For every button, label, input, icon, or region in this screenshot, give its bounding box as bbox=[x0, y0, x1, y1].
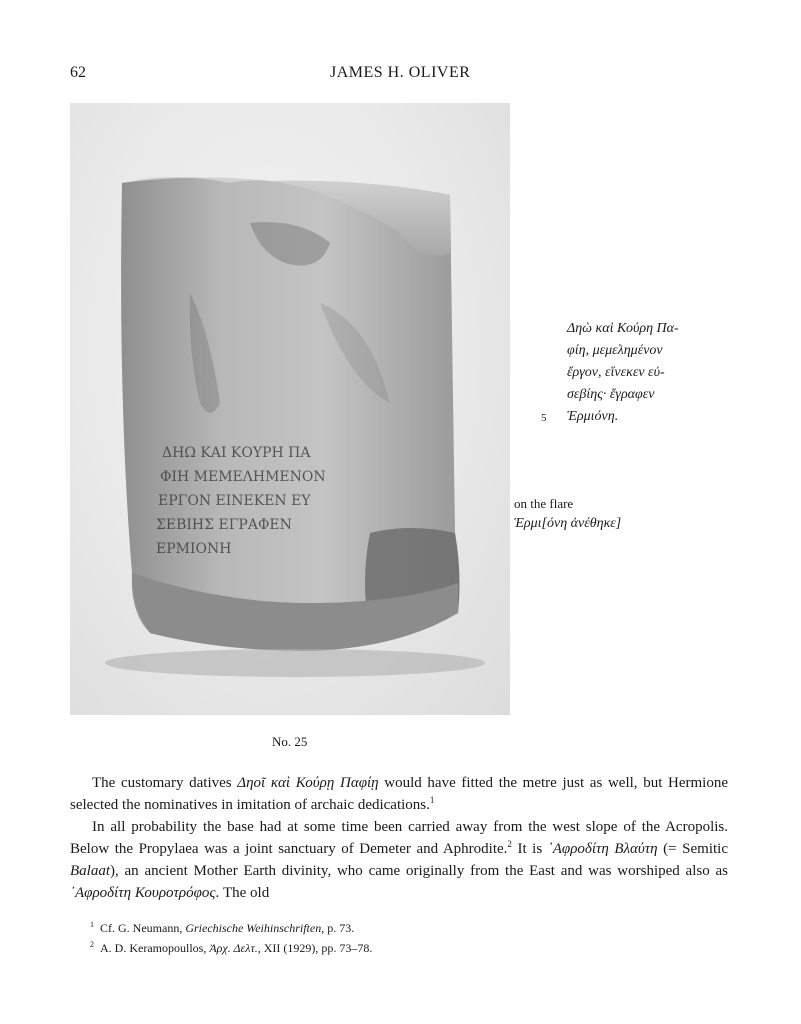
text-run: It is bbox=[511, 841, 548, 857]
inscription-line-text: σεβίης· ἔγραφεν bbox=[567, 387, 655, 402]
figure-photograph bbox=[70, 103, 510, 715]
line-number: 5 bbox=[541, 412, 547, 424]
footnotes bbox=[90, 918, 730, 958]
running-head: JAMES H. OLIVER bbox=[330, 64, 471, 81]
text-run: In all probability the base had at some time been carried away from the west slope of the Acropolis. Below the Propylaea was a joint sanctuary of Demeter and Aphrodite. bbox=[70, 819, 728, 857]
greek-phrase: Δηοῖ καὶ Κούρῃ Παφίῃ bbox=[237, 775, 379, 791]
paragraph bbox=[70, 816, 728, 904]
text-run: The customary datives bbox=[92, 775, 238, 791]
stone-inscription-line: ΕΡΓΟΝ ΕΙΝΕΚΕΝ ΕΥ bbox=[158, 493, 311, 509]
footnote-ref: 2 bbox=[507, 839, 512, 849]
flare-label: on the flare bbox=[514, 496, 574, 511]
footnote-ref: 1 bbox=[429, 795, 435, 805]
inscription-line bbox=[541, 384, 741, 406]
flare-inscription: Ἑρμι[όνη ἀνέθηκε] bbox=[514, 516, 622, 531]
text-run: would have fitted the metre just as well, but Hermione selected the nominatives in imitation of archaic dedications. bbox=[70, 775, 728, 813]
footnote-number: 1 bbox=[90, 920, 94, 929]
italic-title: Griechische Weihinschriften bbox=[185, 921, 322, 935]
stone-inscription-line: ΕΡΜΙΟΝΗ bbox=[156, 541, 232, 557]
text-run: Cf. G. Neumann, bbox=[100, 921, 186, 935]
body-text bbox=[70, 772, 728, 904]
inscription-line bbox=[541, 318, 741, 340]
footnote-number: 2 bbox=[90, 940, 94, 949]
text-run: , p. 73. bbox=[321, 921, 355, 935]
greek-phrase: ᾿Αφροδίτη Κουροτρόφος bbox=[70, 885, 216, 901]
stone-inscription-line: ΔΗΩ ΚΑΙ ΚΟΥΡΗ ΠΑ bbox=[162, 445, 311, 461]
inscription-line-text: φίη, μεμελημένον bbox=[567, 343, 663, 358]
inscription-line bbox=[541, 362, 741, 384]
text-run: ), an ancient Mother Earth divinity, who came originally from the East and was worshiped also as bbox=[110, 863, 728, 879]
text-run: . The old bbox=[215, 885, 270, 901]
stone-inscription-line: ΦΙΗ ΜΕΜΕΛΗΜΕΝΟΝ bbox=[160, 469, 326, 485]
inscription-line-text: ἔργον, εἵνεκεν εὐ- bbox=[567, 365, 665, 380]
figure-caption: No. 25 bbox=[272, 734, 308, 749]
inscription-line-text: Ἑρμιόνη. bbox=[567, 409, 619, 424]
italic-title: Ἀρχ. Δελτ. bbox=[209, 941, 258, 955]
stone-inscription-line: ΣΕΒΙΗΣ ΕΓΡΑΦΕΝ bbox=[156, 517, 292, 533]
footnote bbox=[90, 938, 730, 958]
italic-term: Balaat bbox=[70, 863, 110, 879]
inscription-line bbox=[541, 340, 741, 362]
greek-phrase: ᾿Αφροδίτη Βλαύτη bbox=[547, 841, 658, 857]
inscription-line-text: Δηὼ καὶ Κούρη Πα- bbox=[567, 321, 679, 336]
paragraph bbox=[70, 772, 728, 816]
inscription-line bbox=[541, 406, 741, 428]
inscription-transcription bbox=[541, 318, 741, 428]
inscribed-stone-base-image bbox=[70, 103, 510, 715]
text-run: A. D. Keramopoullos, bbox=[100, 941, 210, 955]
footnote bbox=[90, 918, 730, 938]
page-number: 62 bbox=[70, 64, 86, 81]
text-run: , XII (1929), pp. 73–78. bbox=[257, 941, 373, 955]
text-run: (= Semitic bbox=[657, 841, 728, 857]
